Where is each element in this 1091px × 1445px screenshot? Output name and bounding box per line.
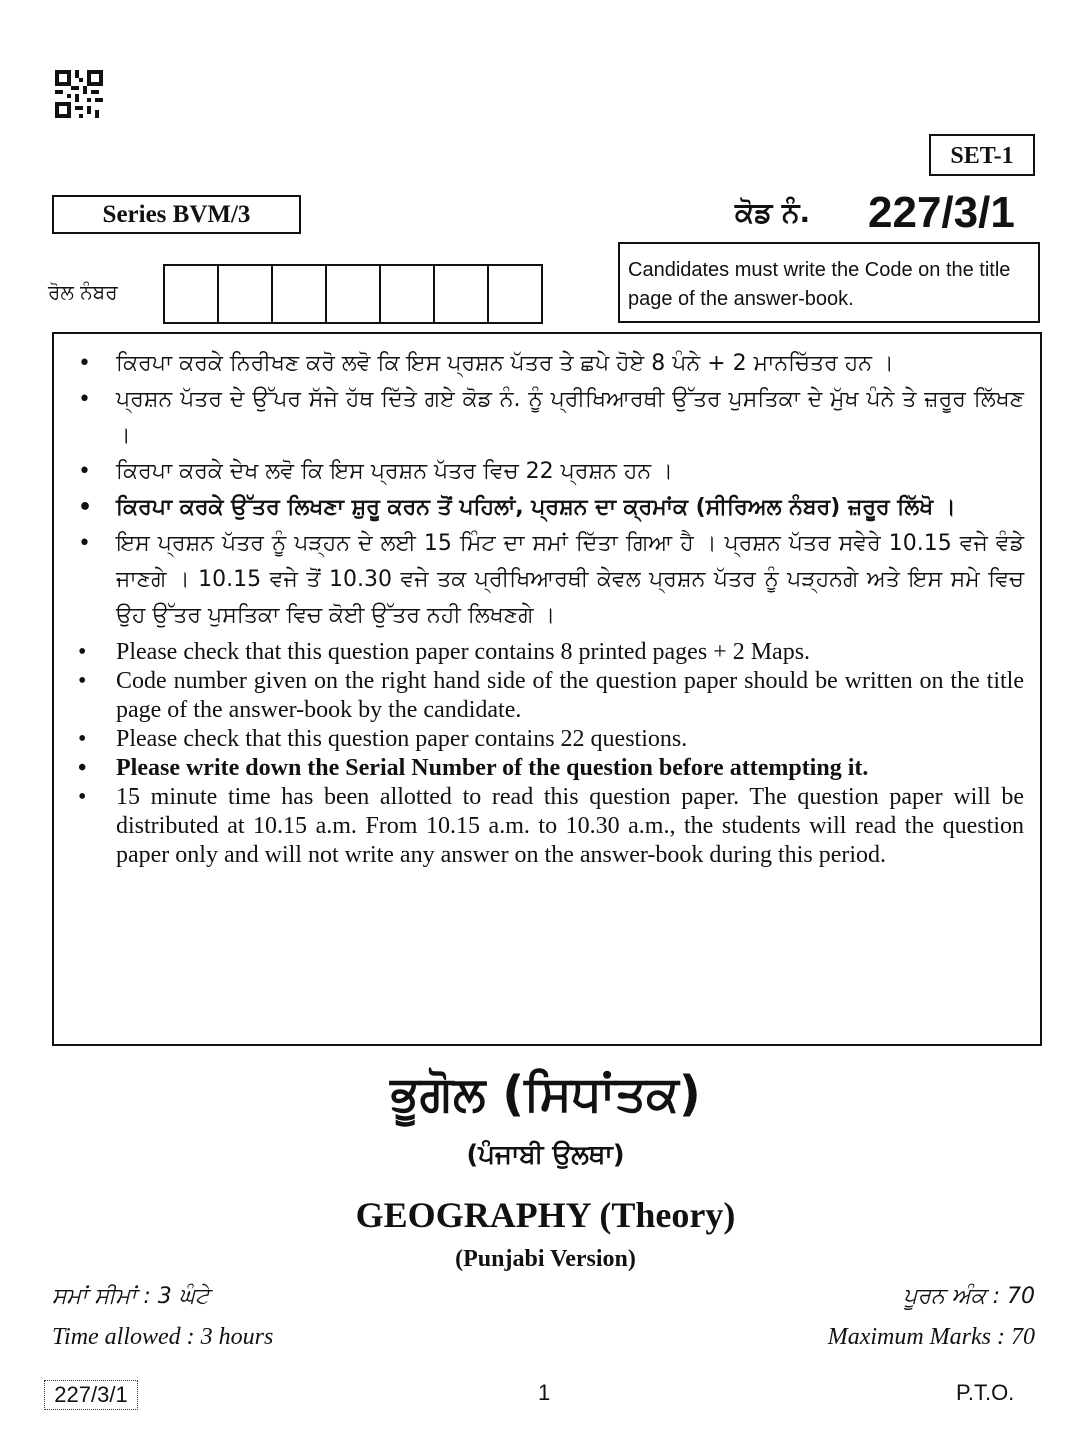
pto-label: P.T.O.	[956, 1380, 1015, 1405]
subject-subtitle-english: (Punjabi Version)	[455, 1246, 636, 1272]
roll-number-cell	[165, 266, 219, 322]
roll-number-cell	[381, 266, 435, 322]
instruction-item: • Please write down the Serial Number of the question before attempting it.	[64, 754, 1024, 783]
subject-subtitle-punjabi: (ਪੰਜਾਬੀ ਉਲਥਾ)	[466, 1140, 625, 1170]
instructions-box	[52, 332, 1042, 1046]
code-label: ਕੋਡ ਨੰ.	[735, 196, 811, 229]
instruction-item: • ਕਿਰਪਾ ਕਰਕੇ ਨਿਰੀਖਣ ਕਰੋ ਲਵੋ ਕਿ ਇਸ ਪ੍ਰਸ਼ਨ ਪੱਤਰ ਤੇ ਛਪੇ ਹੋਏ 8 ਪੰਨੇ + 2 ਮਾਨਚਿੱਤਰ ਹਨ ।	[64, 346, 1024, 382]
roll-number-grid	[163, 264, 543, 324]
instruction-item: • Please check that this question paper contains 22 questions.	[64, 725, 1024, 754]
instructions-english	[64, 638, 1024, 870]
time-allowed-punjabi: ਸਮਾਂ ਸੀਮਾਂ : 3 ਘੰਟੇ	[52, 1284, 210, 1309]
set-label: SET-1	[929, 134, 1035, 176]
series-label: Series BVM/3	[52, 195, 301, 234]
instruction-item: • ਇਸ ਪ੍ਰਸ਼ਨ ਪੱਤਰ ਨੂੰ ਪੜ੍ਹਨ ਦੇ ਲਈ 15 ਮਿੰਟ ਦਾ ਸਮਾਂ ਦਿੱਤਾ ਗਿਆ ਹੈ । ਪ੍ਰਸ਼ਨ ਪੱਤਰ ਸਵੇਰੇ 10.15 ਵਜੇ ਵੰਡੇ ਜਾਣਗੇ । 10.15 ਵਜੇ ਤੋਂ 10.30 ਵਜੇ ਤਕ ਪ੍ਰੀਖਿਆਰਥੀ ਕੇਵਲ ਪ੍ਰਸ਼ਨ ਪੱਤਰ ਨੂੰ ਪੜ੍ਹਨਗੇ ਅਤੇ ਇਸ ਸਮੇ ਵਿਚ ਉਹ ਉੱਤਰ ਪੁਸਤਿਕਾ ਵਿਚ ਕੋਈ ਉੱਤਰ ਨਹੀ ਲਿਖਣਗੇ ।	[64, 526, 1024, 634]
instruction-item: • ਕਿਰਪਾ ਕਰਕੇ ਦੇਖ ਲਵੋ ਕਿ ਇਸ ਪ੍ਰਸ਼ਨ ਪੱਤਰ ਵਿਚ 22 ਪ੍ਰਸ਼ਨ ਹਨ ।	[64, 454, 1024, 490]
roll-number-cell	[435, 266, 489, 322]
instructions-punjabi	[64, 346, 1024, 634]
instruction-item: • ਪ੍ਰਸ਼ਨ ਪੱਤਰ ਦੇ ਉੱਪਰ ਸੱਜੇ ਹੱਥ ਦਿੱਤੇ ਗਏ ਕੋਡ ਨੰ. ਨੂੰ ਪ੍ਰੀਖਿਆਰਥੀ ਉੱਤਰ ਪੁਸਤਿਕਾ ਦੇ ਮੁੱਖ ਪੰਨੇ ਤੇ ਜ਼ਰੂਰ ਲਿੱਖਣ ।	[64, 382, 1024, 454]
page-number: 1	[538, 1380, 551, 1405]
roll-number-cell	[273, 266, 327, 322]
roll-number-cell	[327, 266, 381, 322]
roll-number-label: ਰੋਲ ਨੰਬਰ	[48, 280, 118, 304]
instruction-item: • ਕਿਰਪਾ ਕਰਕੇ ਉੱਤਰ ਲਿਖਣਾ ਸ਼ੁਰੂ ਕਰਨ ਤੋਂ ਪਹਿਲਾਂ, ਪ੍ਰਸ਼ਨ ਦਾ ਕ੍ਰਮਾਂਕ (ਸੀਰਿਅਲ ਨੰਬਰ) ਜ਼ਰੂਰ ਲਿੱਖੋ ।	[64, 490, 1024, 526]
time-allowed-english: Time allowed : 3 hours	[52, 1324, 274, 1350]
max-marks-english: Maximum Marks : 70	[827, 1324, 1035, 1350]
instruction-item: • 15 minute time has been allotted to read this question paper. The question paper will be distributed at 10.15 a.m. From 10.15 a.m. to 10.30 a.m., the students will read the question paper only and will not write any answer on the answer-book during this period.	[64, 783, 1024, 870]
instruction-item: • Code number given on the right hand side of the question paper should be written on the title page of the answer-book by the candidate.	[64, 667, 1024, 725]
instruction-item: • Please check that this question paper contains 8 printed pages + 2 Maps.	[64, 638, 1024, 667]
footer-code: 227/3/1	[44, 1380, 138, 1410]
subject-title-english: GEOGRAPHY (Theory)	[355, 1195, 736, 1235]
qr-code-icon	[55, 70, 103, 118]
subject-title-punjabi: ਭੂਗੋਲ (ਸਿਧਾਂਤਕ)	[390, 1066, 701, 1122]
max-marks-punjabi: ਪੂਰਨ ਅੰਕ : 70	[903, 1284, 1035, 1309]
roll-number-cell	[219, 266, 273, 322]
roll-number-cell	[489, 266, 543, 322]
code-value: 227/3/1	[868, 188, 1015, 237]
candidate-note: Candidates must write the Code on the title page of the answer-book.	[618, 242, 1040, 323]
